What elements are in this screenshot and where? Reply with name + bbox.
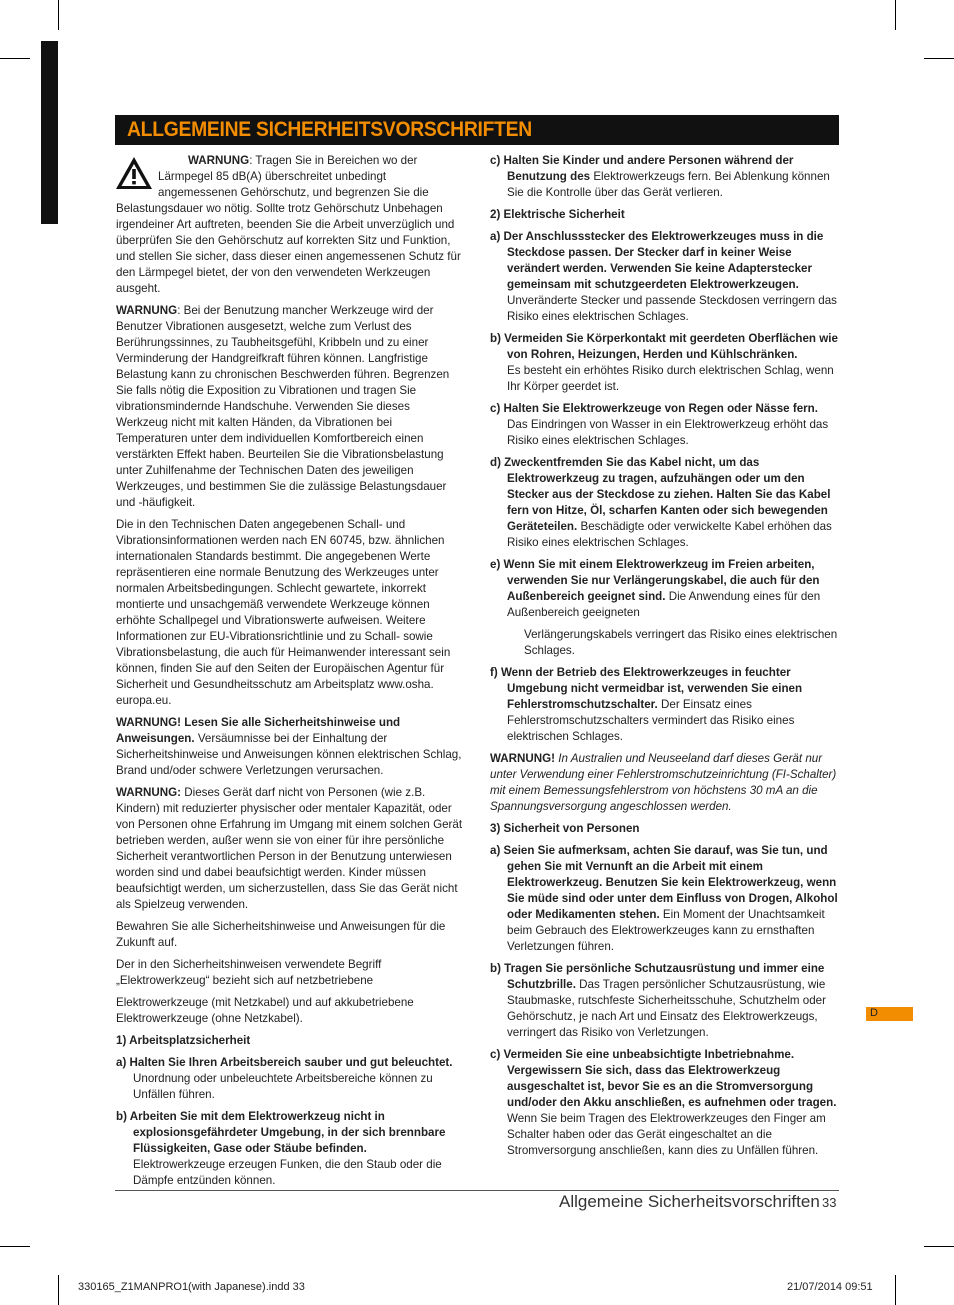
list-item <box>490 401 840 449</box>
paragraph <box>116 153 464 297</box>
item-heading: b) Arbeiten Sie mit dem Elektrowerkzeug nicht in explosionsgefährdeter Umgebung, in der sich brennbare Flüssigkeiten, Gase oder Stäube befinden. <box>116 1110 446 1155</box>
text: Elektrowerkzeuge erzeugen Funken, die den Staub oder die Dämpfe entzünden können. <box>133 1158 442 1187</box>
language-tab-label: D <box>870 1007 878 1019</box>
section-heading: 2) Elektrische Sicherheit <box>490 208 625 221</box>
crop-mark <box>58 1275 59 1305</box>
item-heading: a) Der Anschlussstecker des Elektrowerkzeuges muss in die Steckdose passen. Der Stecker darf in keiner Weise verändert werden. Verwenden Sie keine Adapterstecker gemeinsam mit schutzgeerdeten Elektrowerkzeugen. <box>490 230 824 291</box>
list-item <box>490 229 840 325</box>
text: Das Tragen persönlicher Schutzausrüstung, wie Staubmaske, rutschfeste Sicherheitsschuhe, Schutzhelm oder Gehörschutz, je nach Art und Einsatz des Elektrowerkzeugs, verringert das Risiko von Verletzungen. <box>507 978 826 1039</box>
text: Die Anwendung eines für den Außenbereich geeigneten <box>507 590 821 619</box>
crop-mark <box>0 58 30 59</box>
warning-label: WARNUNG: <box>116 786 182 799</box>
crop-mark <box>895 1275 896 1305</box>
warning-label: WARNUNG! Lesen Sie alle Sicherheitshinweise und Anweisungen. <box>116 716 401 745</box>
text: Beschädigte oder verwickelte Kabel erhöhen das Risiko eines elektrischen Schlages. <box>507 520 832 549</box>
text: : Tragen Sie in Bereichen wo der Lärmpegel 85 dB(A) überschreitet unbedingt angemessenen Gehörschutz, und begrenzen Sie die Belastungsdauer wo nötig. Sollte trotz Gehörschutz Unbehagen irgendeiner Art auftreten, beenden Sie die Arbeit unverzüglich und überprüfen Sie den Gehörschutz auf korrekten Sitz und Funktion, und stellen Sie sicher, dass dieser einen angemessenen Schutz für den Lärmpegel bietet, der von den verwendeten Werkzeugen ausgeht. <box>116 154 461 295</box>
list-item <box>116 1055 464 1103</box>
list-item <box>490 331 840 395</box>
list-item <box>490 455 840 551</box>
item-heading: a) Halten Sie Ihren Arbeitsbereich sauber und gut beleuchtet. <box>116 1056 453 1069</box>
section-heading: 3) Sicherheit von Personen <box>490 822 640 835</box>
list-item <box>116 1109 464 1189</box>
section-marker-bar <box>41 41 58 224</box>
paragraph <box>116 303 464 511</box>
print-slug-file: 330165_Z1MANPRO1(with Japanese).indd 33 <box>78 1281 305 1293</box>
list-item <box>490 843 840 955</box>
left-column <box>116 153 464 1195</box>
footer-title: Allgemeine Sicherheitsvorschriften <box>559 1192 820 1211</box>
crop-mark <box>924 58 954 59</box>
page-number: 33 <box>822 1195 837 1210</box>
text: Ein Moment der Unachtsamkeit beim Gebrauch des Elektrowerkzeuges kann zu ernsthaften Verletzungen führen. <box>507 908 825 953</box>
text: Der Einsatz eines Fehlerstromschutzschalters vermindert das Risiko eines elektrischen Schlages. <box>507 698 795 743</box>
item-heading: f) Wenn der Betrieb des Elektrowerkzeuges in feuchter Umgebung nicht vermeidbar ist, verwenden Sie einen Fehlerstromschutzschalter. <box>490 666 803 711</box>
item-heading: d) Zweckentfremden Sie das Kabel nicht, um das Elektrowerkzeug zu tragen, aufzuhängen oder um den Stecker aus der Steckdose zu ziehen. Halten Sie das Kabel fern von Hitze, Öl, scharfen Kanten oder sich bewegenden Geräteteilen. <box>490 456 831 533</box>
list-item <box>490 665 840 745</box>
warning-label: WARNUNG! <box>490 752 556 765</box>
paragraph: Der in den Sicherheitshinweisen verwendete Begriff „Elektrowerkzeug“ bezieht sich auf netzbetriebene <box>116 958 382 987</box>
page-title: ALLGEMEINE SICHERHEITSVORSCHRIFTEN <box>127 118 532 141</box>
text: Elektrowerkzeugs fern. Bei Ablenkung können Sie die Kontrolle über das Gerät verlieren. <box>507 170 830 199</box>
paragraph: Die in den Technischen Daten angegebenen Schall- und Vibrationsinformationen werden nach EN 60745, bzw. ähnlichen internationalen Standards bestimmt. Die angegebenen Werte repräsentieren eine normale Benutzung des Werkzeuges unter normalen Arbeitsbedingungen. Schlecht gewartete, inkorrekt montierte und unsachgemäß verwendete Werkzeuge können erhöhte Schallpegel und Vibrationswerte aufweisen. Weitere Informationen zur EU-Vibrationsrichtlinie und zu Schall- sowie Vibrationsbelastung, die auch für Heimanwender interessant sein können, finden Sie auf den Seiten der Europäischen Agentur für Sicherheit und Gesundheitsschutz am Arbeitsplatz www.osha. europa.eu. <box>116 518 451 707</box>
paragraph <box>116 715 464 779</box>
warning-icon <box>114 155 154 191</box>
text: Unordnung oder unbeleuchtete Arbeitsbereiche können zu Unfällen führen. <box>133 1072 433 1101</box>
item-heading: b) Vermeiden Sie Körperkontakt mit geerdeten Oberflächen wie von Rohren, Heizungen, Herden und Kühlschränken. <box>490 332 838 361</box>
paragraph: Elektrowerkzeuge (mit Netzkabel) und auf akkubetriebene Elektrowerkzeuge (ohne Netzkabel). <box>116 996 414 1025</box>
list-item <box>490 961 840 1041</box>
list-item <box>490 557 840 621</box>
paragraph <box>490 751 840 815</box>
paragraph: Bewahren Sie alle Sicherheitshinweise und Anweisungen für die Zukunft auf. <box>116 920 446 949</box>
item-heading: e) Wenn Sie mit einem Elektrowerkzeug im Freien arbeiten, verwenden Sie nur Verlängerungskabel, die auch für den Außenbereich geeignet sind. <box>490 558 820 603</box>
item-heading: a) Seien Sie aufmerksam, achten Sie darauf, was Sie tun, und gehen Sie mit Vernunft an die Arbeit mit einem Elektrowerkzeug. Benutzen Sie kein Elektrowerkzeug, wenn Sie müde sind oder unter dem Einfluss von Drogen, Alkohol oder Medikamenten stehen. <box>490 844 838 921</box>
text: Es besteht ein erhöhtes Risiko durch elektrischen Schlag, wenn Ihr Körper geerdet ist. <box>507 364 834 393</box>
text: Wenn Sie beim Tragen des Elektrowerkzeuges den Finger am Schalter haben oder das Gerät eingeschaltet an die Stromversorgung anschließen, kann dies zu Unfällen führen. <box>507 1112 826 1157</box>
list-item <box>490 153 840 201</box>
crop-mark <box>0 1246 30 1247</box>
footer-divider <box>115 1190 839 1191</box>
text: : Bei der Benutzung mancher Werkzeuge wird der Benutzer Vibrationen ausgesetzt, welche zum Verlust des Berührungssinnes, zu Taubheitsgefühl, Kribbeln und zu einer Verminderung der Handgreifkraft führen können. Langfristige Belastung kann zu chronischen Beschwerden führen. Begrenzen Sie falls nötig die Exposition zu Vibrationen und tragen Sie vibrationsmindernde Handschuhe. Verwenden Sie dieses Werkzeug nicht mit kalten Händen, da Vibrationen bei Temperaturen unter dem individuellen Komfortbereich einen verstärkten Effekt haben. Beurteilen Sie die Vibrationsbelastung unter Zuhilfenahme der Technischen Daten des jeweiligen Werkzeuges, und bestimmen Sie die zulässige Belastungsdauer und -häufigkeit. <box>116 304 450 509</box>
text: Das Eindringen von Wasser in ein Elektrowerkzeug erhöht das Risiko eines elektrischen Schlages. <box>507 418 829 447</box>
item-heading: c) Vermeiden Sie eine unbeabsichtigte Inbetriebnahme. Vergewissern Sie sich, dass das Elektrowerkzeug ausgeschaltet ist, bevor Sie es an die Stromversorgung und/oder den Akku anschließen, es aufnehmen oder tragen. <box>490 1048 837 1109</box>
header-bar <box>115 115 839 145</box>
item-heading: c) Halten Sie Kinder und andere Personen während der Benutzung des <box>490 154 794 183</box>
text: Dieses Gerät darf nicht von Personen (wie z.B. Kindern) mit reduzierter physischer oder mentaler Kapazität, oder von Personen ohne Erfahrung im Umgang mit einem solchen Gerät betrieben werden, außer wenn sie von einer für ihre persönliche Sicherheit verantwortlichen Person in der Benutzung unterwiesen worden sind und dabei beaufsichtigt werden. Kinder müssen beaufsichtigt werden, um sicherzustellen, dass Sie das Gerät nicht als Spielzeug verwenden. <box>116 786 463 911</box>
text: In Australien und Neuseeland darf dieses Gerät nur unter Verwendung einer Fehlerstromschutzeinrichtung (FI-Schalter) mit einem Bemessungsfehlerstrom von höchstens 30 mA an die Spannungsversorgung angeschlossen werden. <box>490 752 837 813</box>
paragraph <box>116 785 464 913</box>
item-heading: b) Tragen Sie persönliche Schutzausrüstung und immer eine Schutzbrille. <box>490 962 825 991</box>
warning-label: WARNUNG <box>116 304 178 317</box>
language-tab <box>866 1007 913 1021</box>
right-column <box>490 153 840 1165</box>
warning-label: WARNUNG <box>188 154 250 167</box>
section-heading: 1) Arbeitsplatzsicherheit <box>116 1034 251 1047</box>
crop-mark <box>924 1246 954 1247</box>
crop-mark <box>58 0 59 30</box>
text: Verlängerungskabels verringert das Risiko eines elektrischen Schlages. <box>524 628 838 657</box>
item-heading: c) Halten Sie Elektrowerkzeuge von Regen oder Nässe fern. <box>490 402 818 415</box>
text: Versäumnisse bei der Einhaltung der Sicherheitshinweise und Anweisungen können elektrischen Schlag, Brand und/oder schwere Verletzungen verursachen. <box>116 732 462 777</box>
list-item <box>490 1047 840 1159</box>
text: Unveränderte Stecker und passende Steckdosen verringern das Risiko eines elektrischen Schlages. <box>507 294 837 323</box>
list-item <box>490 627 840 659</box>
print-slug-date: 21/07/2014 09:51 <box>787 1281 873 1293</box>
crop-mark <box>895 0 896 30</box>
